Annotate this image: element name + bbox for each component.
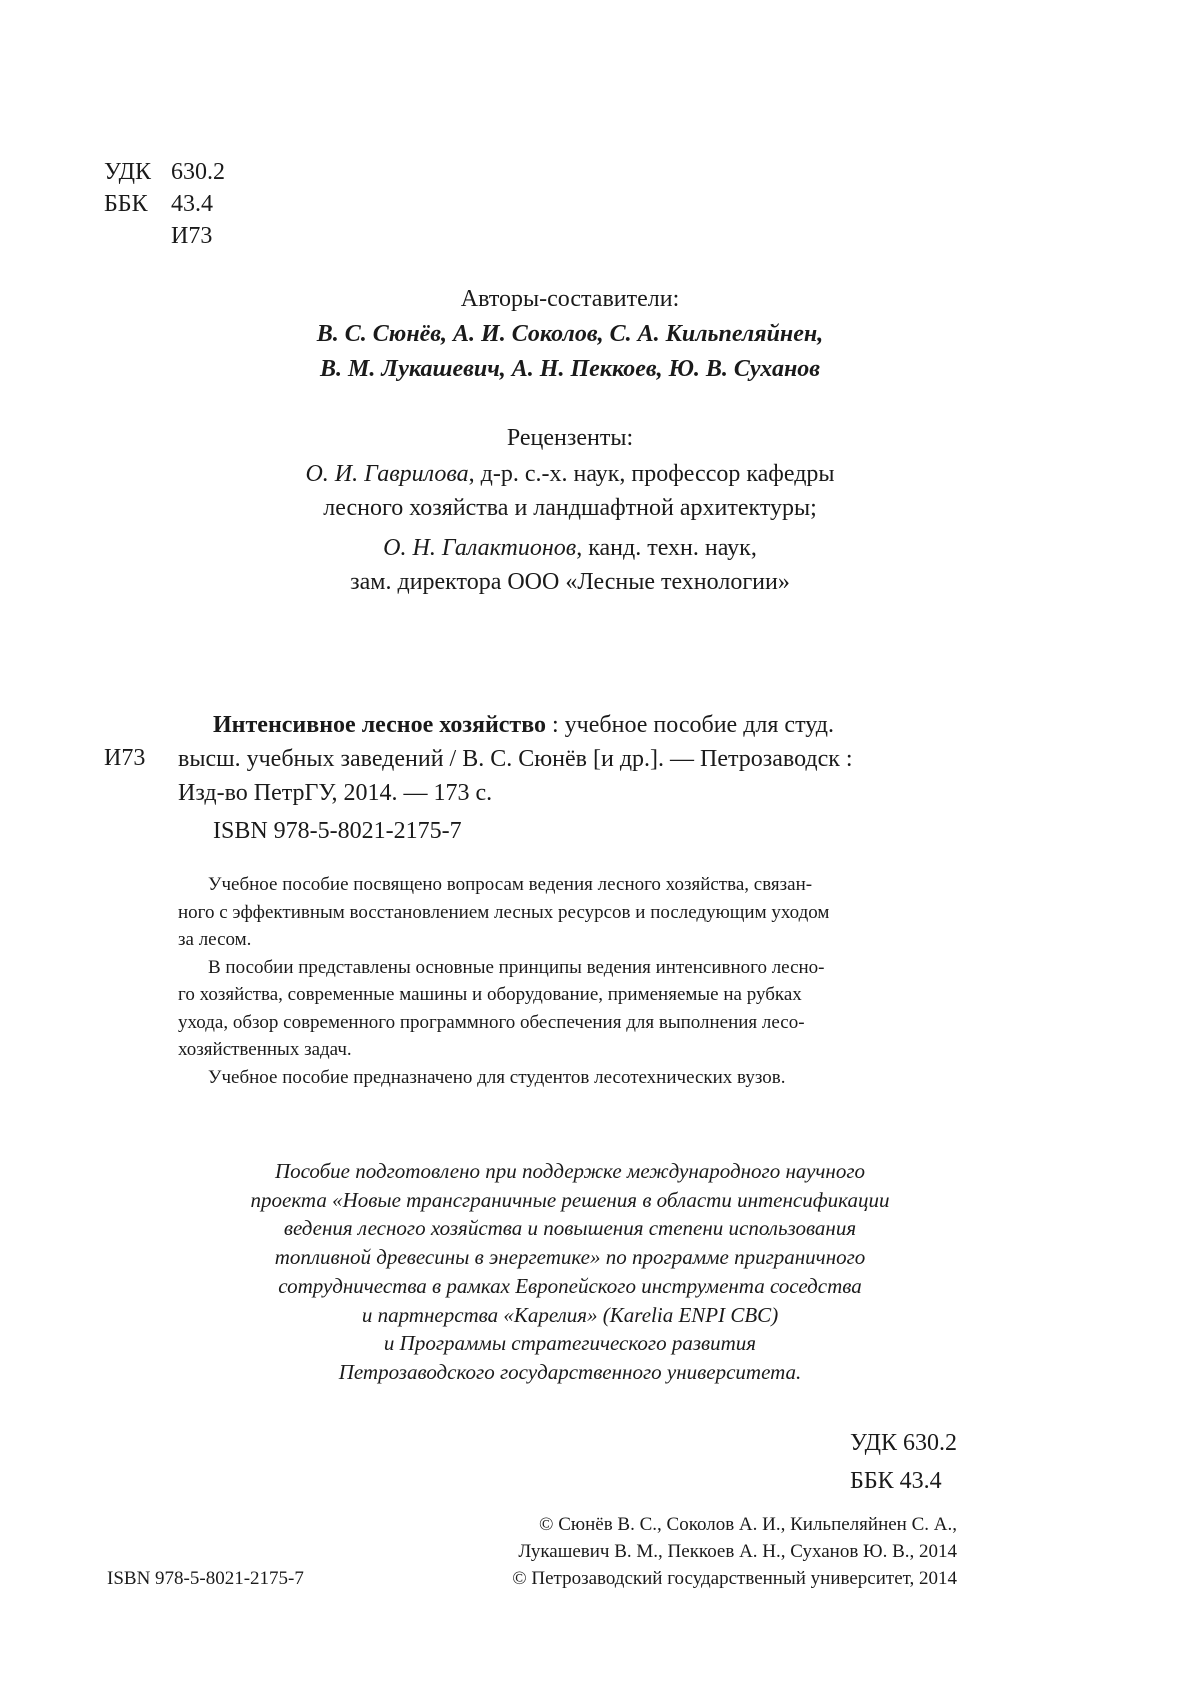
- annotation-line: ухода, обзор современного программного обеспечения для выполнения лесо-: [178, 1011, 805, 1033]
- reviewer-2-name: О. Н. Галактионов: [383, 535, 577, 561]
- biblio-index: И73: [104, 745, 146, 771]
- annotation-line: Учебное пособие посвящено вопросам ведения лесного хозяйства, связан-: [208, 874, 813, 895]
- support-line: и Программы стратегического развития: [383, 1331, 757, 1356]
- reviewer-1: [180, 457, 960, 525]
- udk-row: [104, 156, 225, 188]
- support-line: и партнерства «Карелия» (Karelia ENPI CBC): [361, 1302, 779, 1327]
- classification-bottom: [850, 1424, 957, 1500]
- authors-line-1: В. С. Сюнёв, А. И. Соколов, С. А. Кильпеляйнен,: [316, 321, 824, 347]
- bbk-row: [104, 188, 225, 220]
- support-line: Пособие подготовлено при поддержке международного научного: [274, 1159, 866, 1183]
- reviewer-1-title: , д-р. с.-х. наук, профессор кафедры: [468, 461, 835, 487]
- copyright-line-1: © Сюнёв В. С., Соколов А. И., Кильпеляйнен С. А.,: [539, 1514, 957, 1535]
- bbk-label: ББК: [104, 191, 148, 217]
- book-title: Интенсивное лесное хозяйство: [213, 712, 547, 738]
- reviewer-1-affiliation: лесного хозяйства и ландшафтной архитектуры;: [323, 495, 817, 521]
- author-mark: И73: [171, 223, 213, 249]
- annotation: [178, 871, 961, 1091]
- annotation-line: ного с эффективным восстановлением лесных ресурсов и последующим уходом: [178, 901, 830, 923]
- authors-line-2: В. М. Лукашевич, А. Н. Пеккоев, Ю. В. Суханов: [319, 356, 820, 382]
- copyright-line-3: © Петрозаводский государственный университет, 2014: [512, 1568, 957, 1589]
- annotation-line: хозяйственных задач.: [178, 1039, 352, 1060]
- reviewer-2: [180, 531, 960, 599]
- reviewer-1-name: О. И. Гаврилова: [305, 461, 469, 487]
- bbk-value: 43.4: [171, 191, 213, 217]
- annotation-line: го хозяйства, современные машины и оборудование, применяемые на рубках: [178, 984, 802, 1005]
- udk-bottom: УДК 630.2: [850, 1430, 957, 1456]
- annotation-line: за лесом.: [178, 929, 252, 950]
- annotation-line: В пособии представлены основные принципы ведения интенсивного лесно-: [208, 956, 825, 978]
- biblio-line-2: высш. учебных заведений / В. С. Сюнёв [и др.]. — Петрозаводск :: [178, 746, 853, 772]
- authors-heading: Авторы-составители:: [460, 286, 680, 312]
- support-statement: [170, 1157, 970, 1387]
- reviewer-2-affiliation: зам. директора ООО «Лесные технологии»: [350, 569, 790, 595]
- bibliographic-description: [178, 708, 961, 810]
- support-line: сотрудничества в рамках Европейского инструмента соседства: [278, 1273, 862, 1298]
- biblio-line-1: [178, 708, 961, 742]
- reviewers-heading: Рецензенты:: [506, 425, 634, 451]
- authors-block: [180, 282, 960, 387]
- support-line: проекта «Новые трансграничные решения в области интенсификации: [250, 1187, 890, 1212]
- support-line: Петрозаводского государственного университета.: [338, 1359, 802, 1384]
- reviewer-2-title: , канд. техн. наук,: [576, 535, 757, 561]
- isbn-bottom: ISBN 978-5-8021-2175-7: [107, 1568, 304, 1589]
- reviewers-block: [180, 421, 960, 599]
- udk-value: 630.2: [171, 159, 225, 185]
- support-line: топливной древесины в энергетике» по программе приграничного: [274, 1245, 866, 1270]
- author-mark-row: [104, 220, 225, 252]
- classification-block: [104, 156, 225, 252]
- copyright-block: [512, 1511, 957, 1592]
- book-subtitle: : учебное пособие для студ.: [546, 712, 834, 738]
- udk-label: УДК: [104, 159, 151, 185]
- copyright-line-2: Лукашевич В. М., Пеккоев А. Н., Суханов Ю. В., 2014: [518, 1541, 957, 1562]
- biblio-line-3: Изд-во ПетрГУ, 2014. — 173 с.: [178, 780, 493, 806]
- isbn-main: ISBN 978-5-8021-2175-7: [213, 818, 462, 844]
- annotation-line: Учебное пособие предназначено для студентов лесотехнических вузов.: [208, 1066, 786, 1088]
- support-line: ведения лесного хозяйства и повышения степени использования: [283, 1216, 857, 1241]
- bbk-bottom: ББК 43.4: [850, 1468, 942, 1494]
